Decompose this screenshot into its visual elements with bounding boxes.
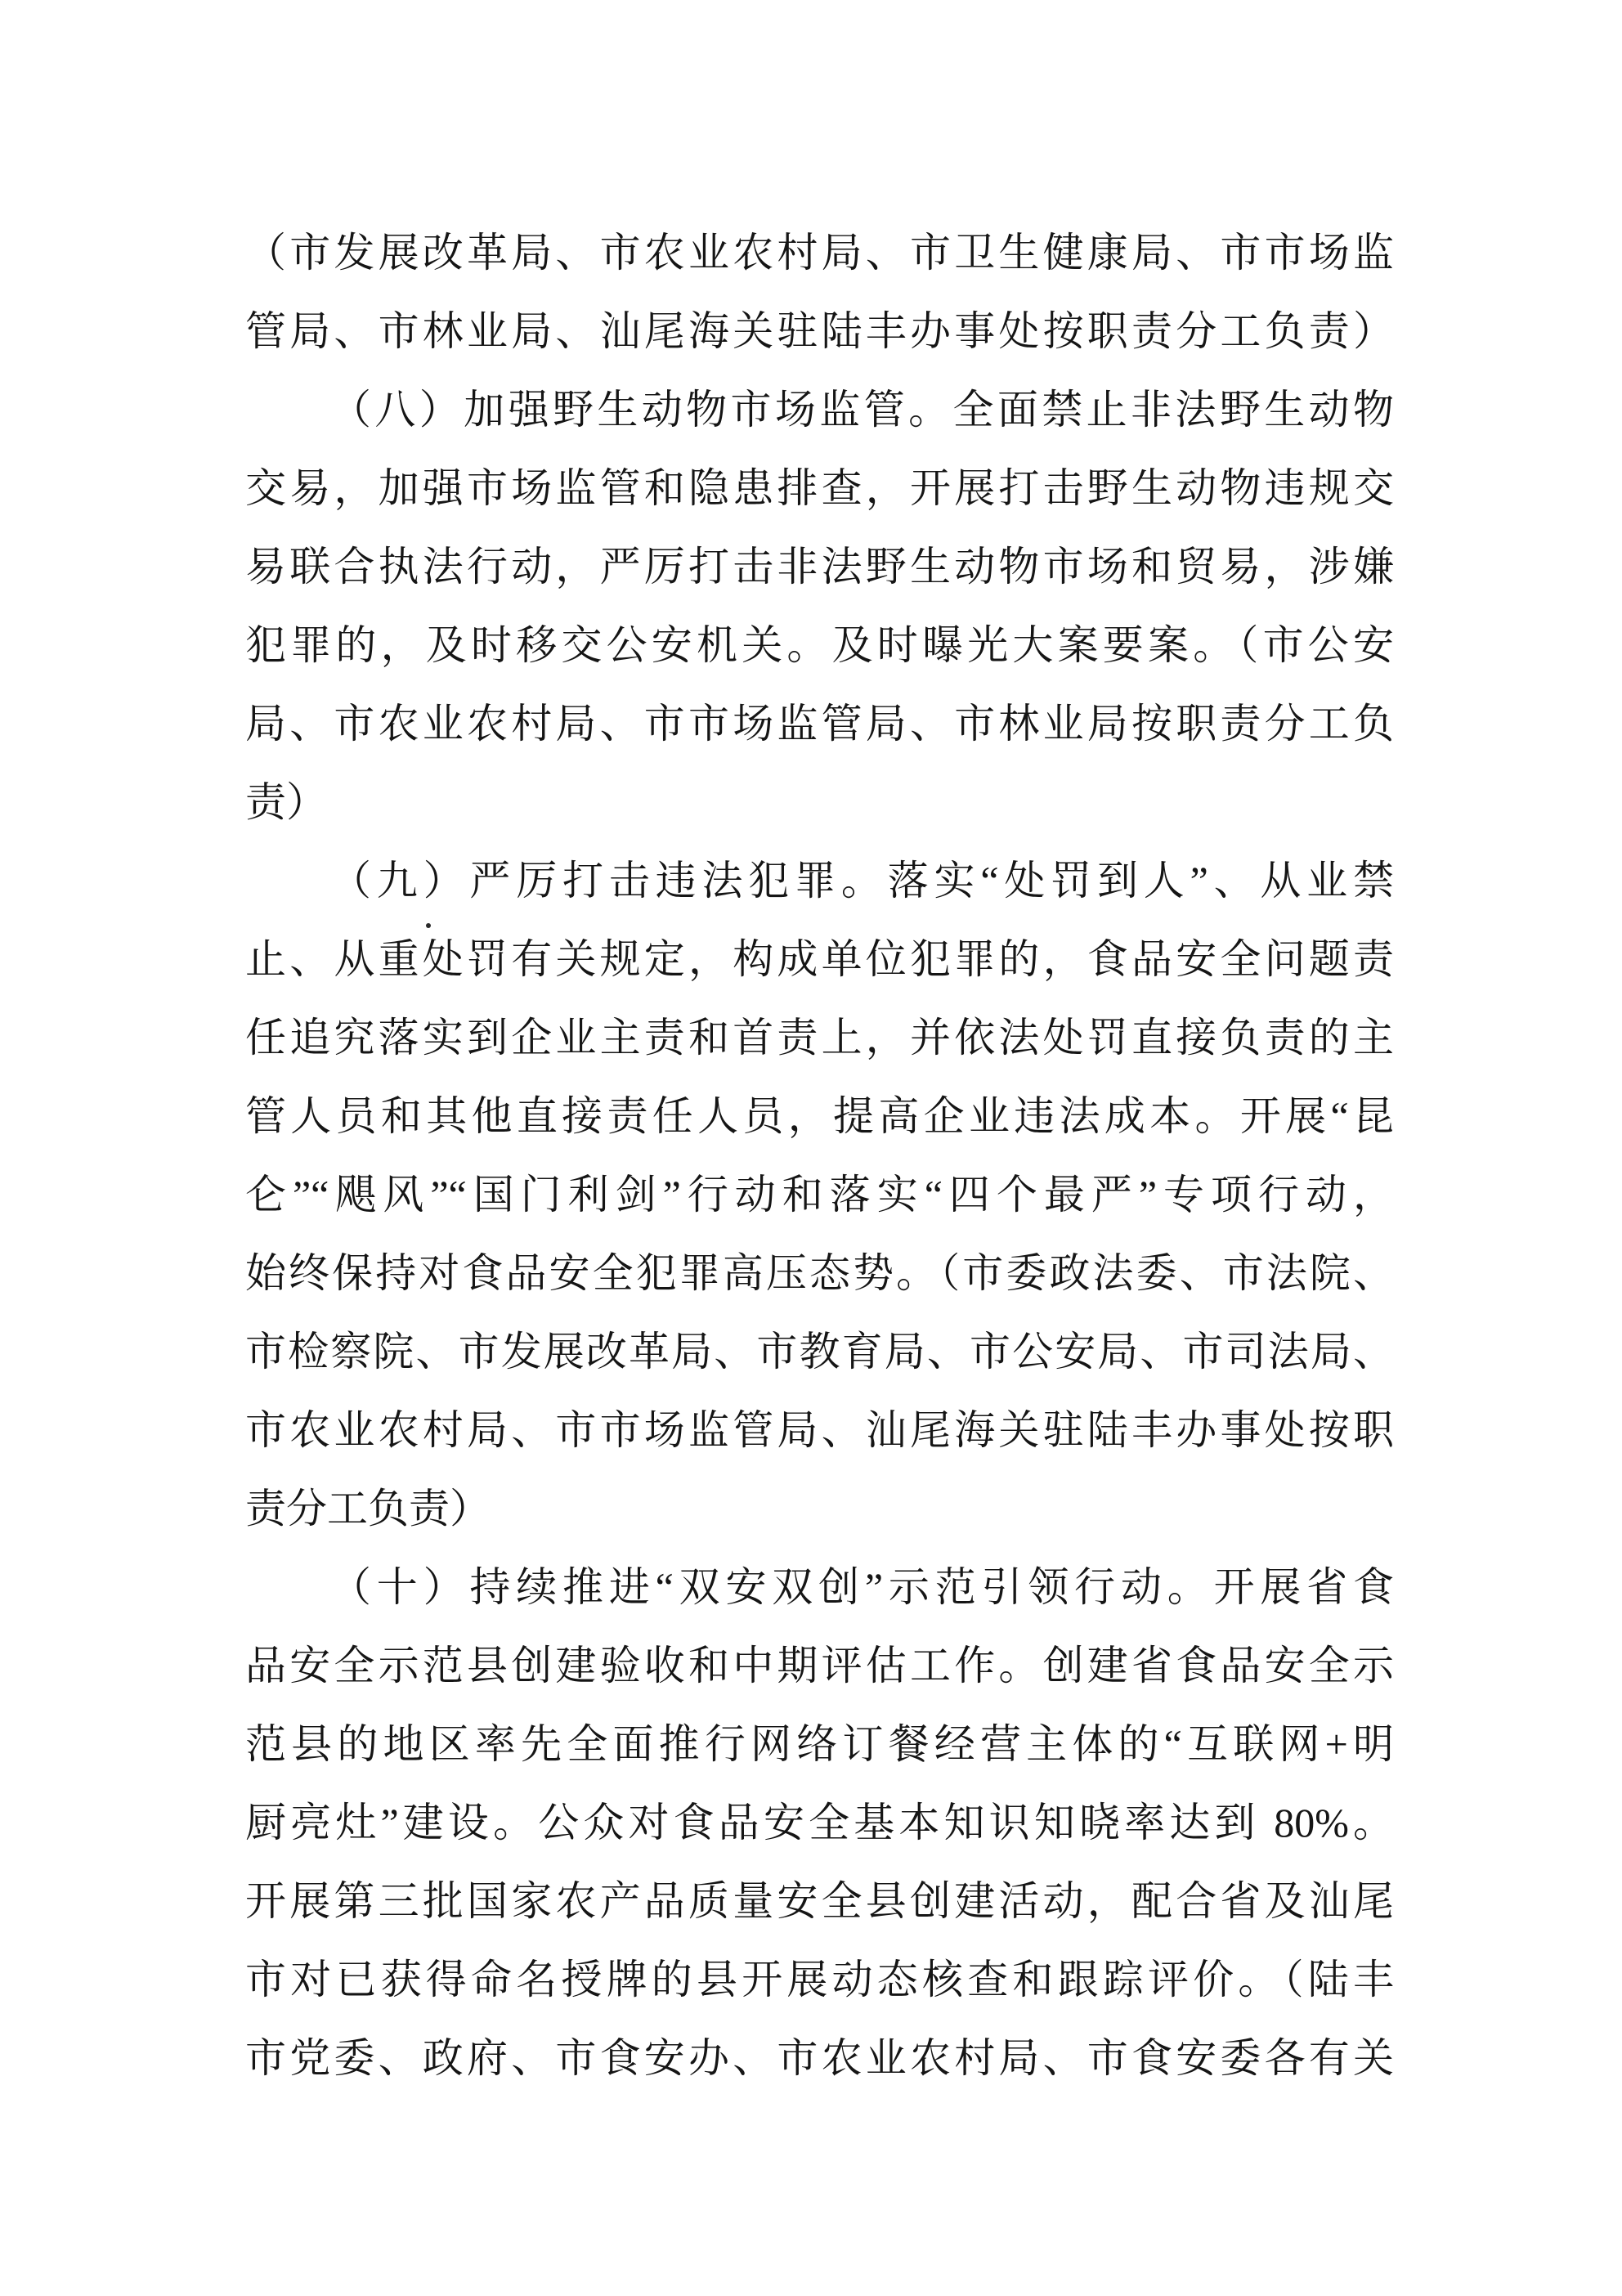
text-line: 任追究落实到企业主责和首责上，并依法处罚直接负责的主 <box>245 1015 1394 1061</box>
text-line: （九）严厉打击违法犯罪。落实“处罚到人”、从业禁 <box>330 858 1394 904</box>
text-line: 厨亮灶”建设。公众对食品安全基本知识知晓率达到 80%。 <box>245 1800 1394 1845</box>
text-line: 易联合执法行动，严厉打击非法野生动物市场和贸易，涉嫌 <box>245 544 1394 590</box>
text-line: 市对已获得命名授牌的县开展动态核查和跟踪评价。（陆丰 <box>245 1957 1394 2002</box>
text-line: 犯罪的，及时移交公安机关。及时曝光大案要案。（市公安 <box>245 622 1394 668</box>
text-line: 范县的地区率先全面推行网络订餐经营主体的“互联网+明 <box>245 1721 1394 1767</box>
text-line: （市发展改革局、市农业农村局、市卫生健康局、市市场监 <box>245 230 1394 276</box>
text-line: 开展第三批国家农产品质量安全县创建活动，配合省及汕尾 <box>245 1878 1394 1924</box>
text-line: 市农业农村局、市市场监管局、汕尾海关驻陆丰办事处按职 <box>245 1407 1394 1453</box>
text-line: 止、从重处罚有关规定，构成单位犯罪的，食品安全问题责 <box>245 936 1394 982</box>
text-line: 品安全示范县创建验收和中期评估工作。创建省食品安全示 <box>245 1643 1394 1688</box>
text-line: 市检察院、市发展改革局、市教育局、市公安局、市司法局、 <box>245 1329 1394 1374</box>
text-line: 市党委、政府、市食安办、市农业农村局、市食安委各有关 <box>245 2035 1394 2081</box>
text-line: （八）加强野生动物市场监管。全面禁止非法野生动物 <box>330 387 1394 433</box>
text-line: 管人员和其他直接责任人员，提高企业违法成本。开展“昆 <box>245 1093 1394 1139</box>
text-line: （十）持续推进“双安双创”示范引领行动。开展省食 <box>330 1564 1394 1610</box>
text-line: 交易，加强市场监管和隐患排查，开展打击野生动物违规交 <box>245 465 1394 511</box>
text-line: 责分工负责） <box>245 1486 491 1531</box>
page-body-text <box>245 213 1394 2097</box>
text-line: 管局、市林业局、汕尾海关驻陆丰办事处按职责分工负责） <box>245 308 1394 354</box>
text-line: 责） <box>245 779 327 825</box>
text-line: 局、市农业农村局、市市场监管局、市林业局按职责分工负 <box>245 701 1394 747</box>
text-line: 始终保持对食品安全犯罪高压态势。（市委政法委、市法院、 <box>245 1250 1394 1296</box>
text-line: 仑”“飓风”“国门利剑”行动和落实“四个最严”专项行动， <box>245 1172 1394 1218</box>
ink-speck <box>426 923 431 928</box>
